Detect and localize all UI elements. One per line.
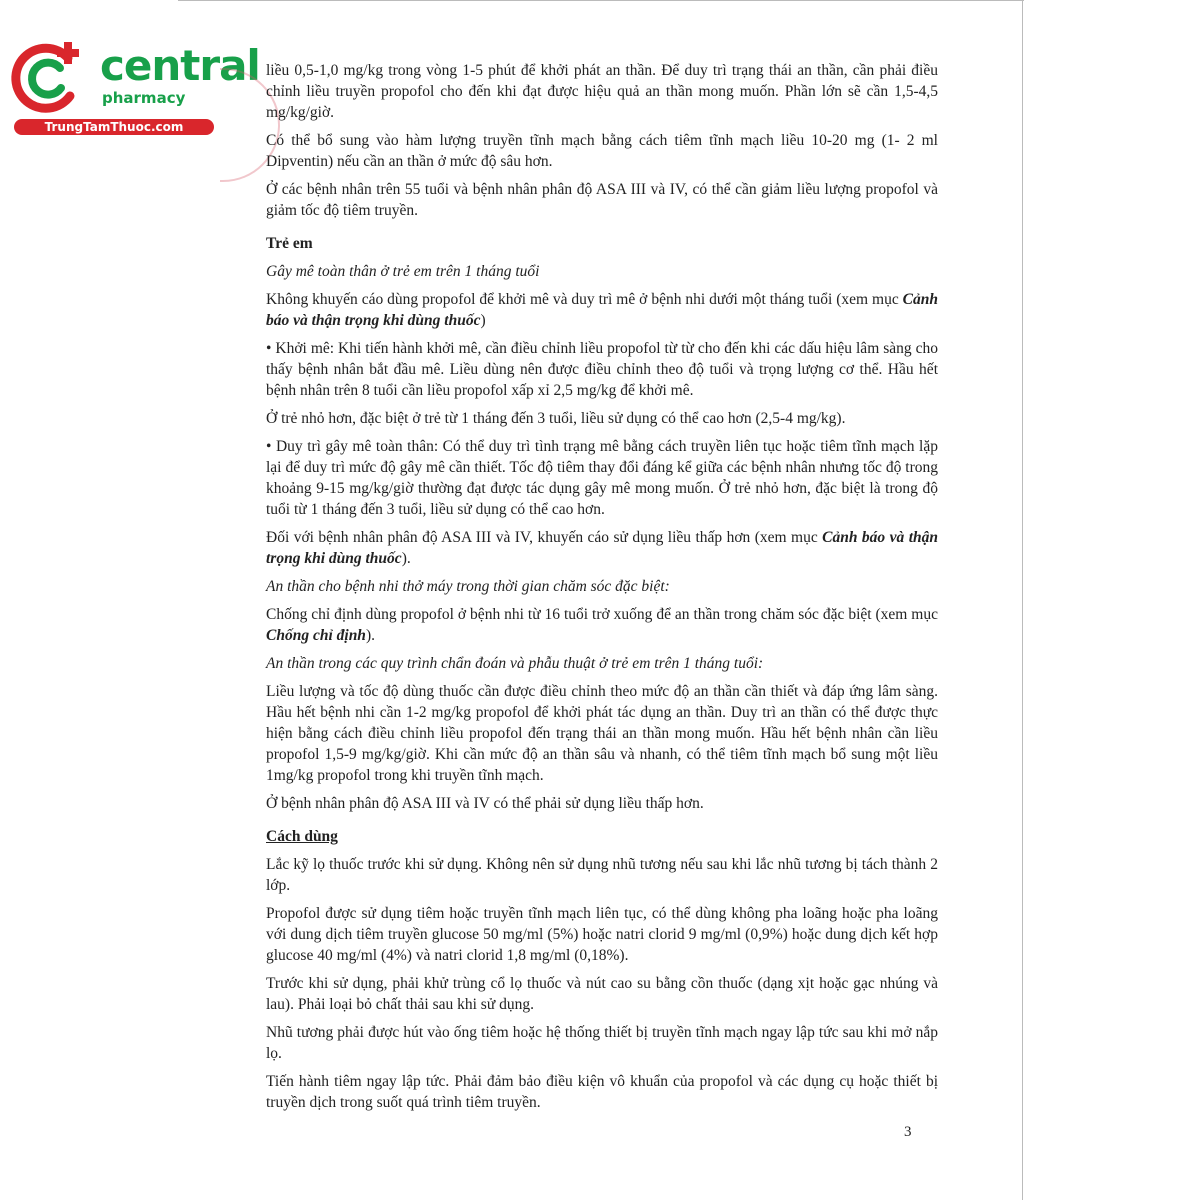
central-pharmacy-logo[interactable]: [10, 38, 260, 138]
paragraph: Ở các bệnh nhân trên 55 tuổi và bệnh nhân phân độ ASA III và IV, có thể cần giảm liều lượng propofol và giảm tốc độ tiêm truyền.: [266, 181, 938, 219]
subheading-sedation-procedures: An thần trong các quy trình chẩn đoán và phẫu thuật ở trẻ em trên 1 tháng tuổi:: [266, 655, 764, 672]
paragraph: • Duy trì gây mê toàn thân: Có thể duy trì tình trạng mê bằng cách truyền liên tục hoặc tiêm tĩnh mạch lặp lại để duy trì mức độ gây mê cần thiết. Tốc độ tiêm thay đổi đáng kể giữa các bệnh nhân nhưng tốc độ trong khoảng 9-15 mg/kg/giờ thường đạt được tác dụng gây mê mong muốn. Ở trẻ nhỏ hơn, đặc biệt là trong độ tuổi từ 1 tháng đến 3 tuổi, liều sử dụng có thể cao hơn.: [266, 438, 938, 518]
text: Không khuyến cáo dùng propofol để khởi mê và duy trì mê ở bệnh nhi dưới một tháng tuổi (xem mục: [266, 291, 903, 308]
logo-name: central: [100, 41, 260, 90]
paragraph: Ở bệnh nhân phân độ ASA III và IV có thể phải sử dụng liều thấp hơn.: [266, 795, 704, 812]
logo-url[interactable]: TrungTamThuoc.com: [14, 119, 214, 135]
text: ).: [401, 550, 411, 567]
text: Chống chỉ định dùng propofol ở bệnh nhi từ 16 tuổi trở xuống để an thần trong chăm sóc đặc biệt (xem mục: [266, 606, 938, 623]
paragraph: liều 0,5-1,0 mg/kg trong vòng 1-5 phút để khởi phát an thần. Để duy trì trạng thái an thần, cần phải điều chỉnh liều truyền propofol cho đến khi đạt được hiệu quả an thần mong muốn. Phần lớn sẽ cần 1,5-4,5 mg/kg/giờ.: [266, 62, 938, 121]
text: Đối với bệnh nhân phân độ ASA III và IV, khuyến cáo sử dụng liều thấp hơn (xem mục: [266, 529, 823, 546]
page-border-top: [178, 0, 1024, 1]
paragraph: • Khởi mê: Khi tiến hành khởi mê, cần điều chỉnh liều propofol từ từ cho đến khi các dấu hiệu lâm sàng cho thấy bệnh nhân bắt đầu mê. Liều dùng nên được điều chỉnh theo độ tuổi và trọng lượng cơ thể. Hầu hết bệnh nhân trên 8 tuổi cần liều propofol xấp xỉ 2,5 mg/kg để khởi mê.: [266, 340, 938, 399]
logo-subtitle: pharmacy: [102, 89, 186, 107]
paragraph: [266, 527, 938, 569]
text: ): [480, 312, 486, 329]
logo-mark-icon: [10, 38, 94, 118]
section-reference: Cảnh báo và thận trọng khi dùng thuốc: [266, 291, 938, 329]
section-heading-children: Trẻ em: [266, 235, 313, 252]
paragraph: Trước khi sử dụng, phải khử trùng cổ lọ thuốc và nút cao su bằng cồn thuốc (dạng xịt hoặc gạc nhúng và lau). Phải loại bỏ chất thải sau khi sử dụng.: [266, 975, 938, 1013]
section-reference: Chống chỉ định: [266, 627, 366, 644]
text: ).: [365, 627, 375, 644]
paragraph: Có thể bổ sung vào hàm lượng truyền tĩnh mạch bằng cách tiêm tĩnh mạch liều 10-20 mg (1- 2 ml Dipventin) nếu cần an thần ở mức độ sâu hơn.: [266, 132, 938, 170]
paragraph: Propofol được sử dụng tiêm hoặc truyền tĩnh mạch liên tục, có thể dùng không pha loãng hoặc pha loãng với dung dịch tiêm truyền glucose 50 mg/ml (5%) hoặc natri clorid 9 mg/ml (0,9%) hoặc dung dịch kết hợp glucose 40 mg/ml (4%) và natri clorid 1,8 mg/ml (0,18%).: [266, 905, 938, 964]
section-reference: Cảnh báo và thận trọng khi dùng thuốc: [266, 529, 938, 567]
paragraph: Liều lượng và tốc độ dùng thuốc cần được điều chỉnh theo mức độ an thần cần thiết và đáp ứng lâm sàng. Hầu hết bệnh nhi cần 1-2 mg/kg propofol để khởi phát tác dụng an thần. Duy trì an thần có thể được thực hiện bằng cách điều chỉnh liều propofol đến trạng thái an thần mong muốn. Hầu hết bệnh nhân cần liều propofol 1,5-9 mg/kg/giờ. Khi cần mức độ an thần sâu và nhanh, có thể tiêm tĩnh mạch bổ sung một liều 1mg/kg propofol trong khi truyền tĩnh mạch.: [266, 683, 938, 784]
page-border-right: [1022, 0, 1023, 1200]
paragraph: Ở trẻ nhỏ hơn, đặc biệt ở trẻ từ 1 tháng đến 3 tuổi, liều sử dụng có thể cao hơn (2,5-4 mg/kg).: [266, 410, 846, 427]
paragraph: Lắc kỹ lọ thuốc trước khi sử dụng. Không nên sử dụng nhũ tương nếu sau khi lắc nhũ tương bị tách thành 2 lớp.: [266, 856, 938, 894]
paragraph: [266, 289, 938, 331]
paragraph: Tiến hành tiêm ngay lập tức. Phải đảm bảo điều kiện vô khuẩn của propofol và các dụng cụ hoặc thiết bị truyền dịch trong suốt quá trình tiêm truyền.: [266, 1073, 938, 1111]
page-number: 3: [904, 1124, 912, 1140]
paragraph: [266, 604, 938, 646]
subheading-sedation-icu: An thần cho bệnh nhi thở máy trong thời gian chăm sóc đặc biệt:: [266, 578, 670, 595]
subheading-general-anesthesia: Gây mê toàn thân ở trẻ em trên 1 tháng tuổi: [266, 263, 540, 280]
section-heading-usage: Cách dùng: [266, 828, 338, 845]
document-body: [266, 60, 938, 1120]
paragraph: Nhũ tương phải được hút vào ống tiêm hoặc hệ thống thiết bị truyền tĩnh mạch ngay lập tức sau khi mở nắp lọ.: [266, 1024, 938, 1062]
